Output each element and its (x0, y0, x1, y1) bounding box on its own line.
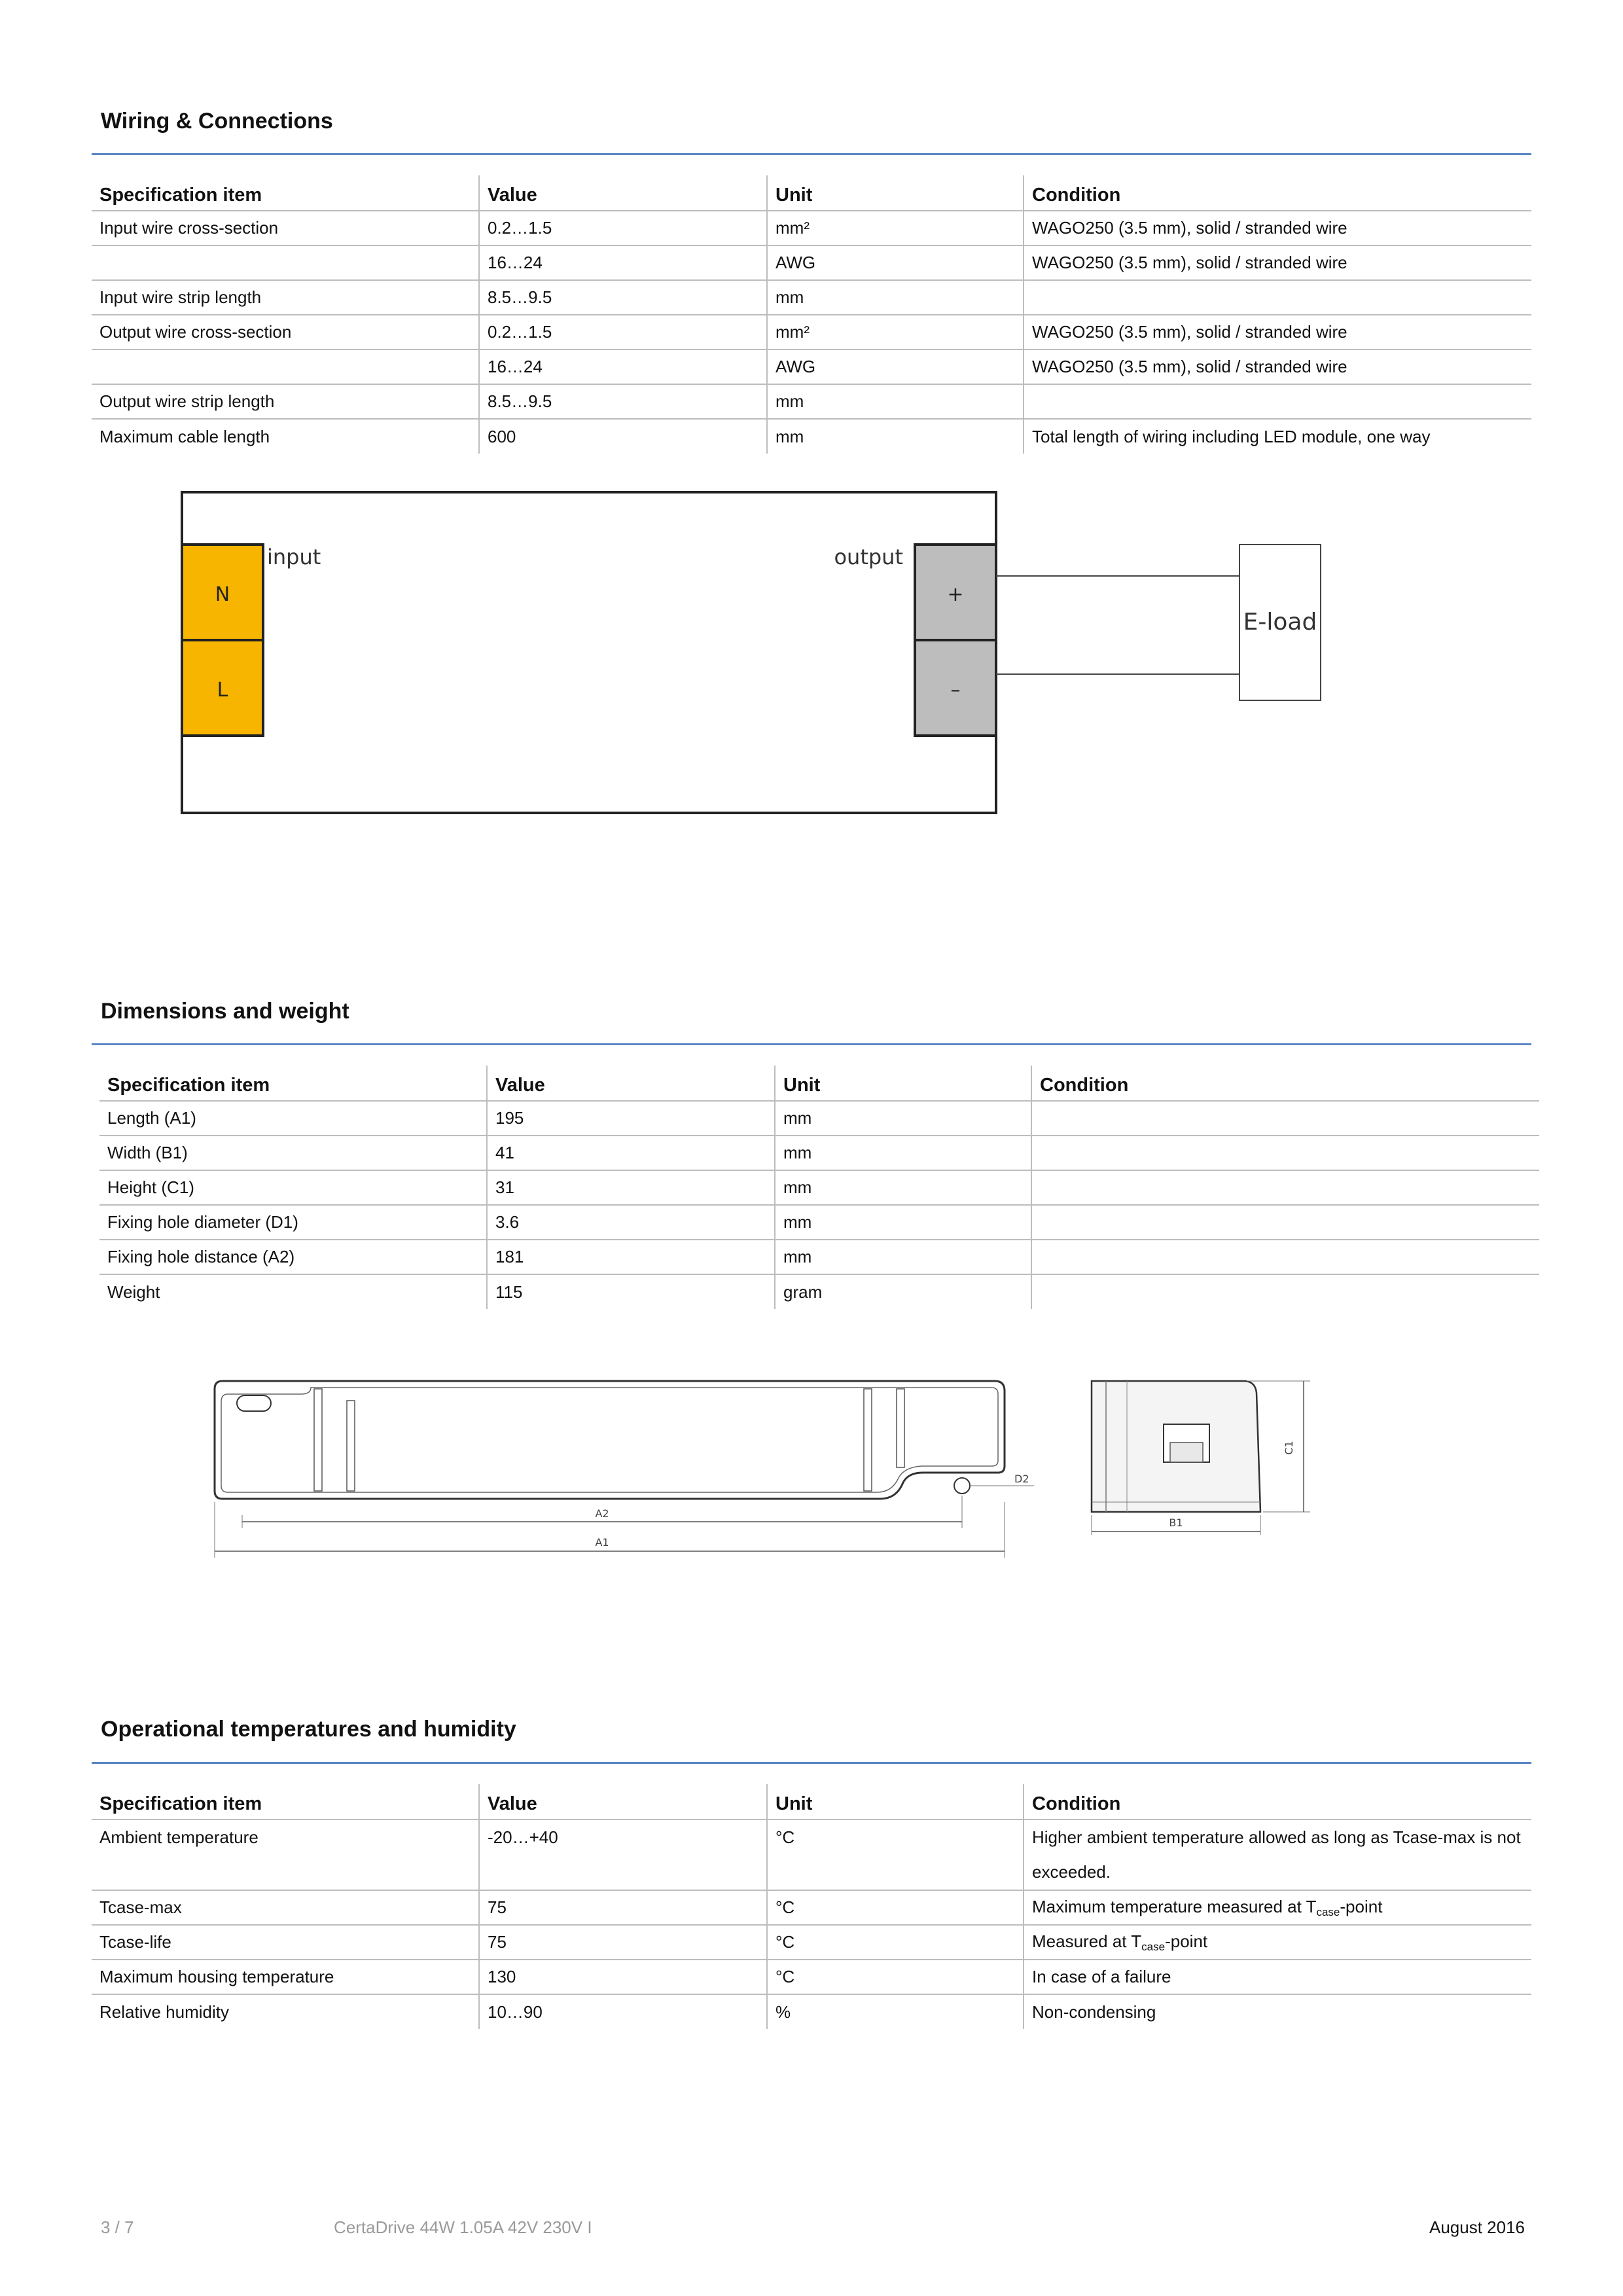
table-row (92, 315, 1531, 350)
c1-label: C1 (1283, 1441, 1295, 1455)
table-header-row (92, 1784, 1531, 1820)
cell-condition: Non-condensing (1024, 1994, 1531, 2029)
output-label: output (834, 545, 903, 569)
section-divider (92, 1043, 1531, 1045)
table-row (99, 1170, 1539, 1205)
cell-unit: % (767, 1994, 1024, 2029)
table-row (92, 350, 1531, 384)
table-row (92, 419, 1531, 454)
table-row (99, 1101, 1539, 1136)
clamp-left-inner (347, 1401, 355, 1491)
cell-item: Weight (107, 1282, 160, 1302)
clamp-left (314, 1389, 322, 1491)
condition-text: Measured at T (1032, 1931, 1142, 1951)
cell-condition: In case of a failure (1024, 1960, 1531, 1994)
cell-item (92, 245, 479, 280)
cell-value: 130 (479, 1960, 767, 1994)
cell-condition: Total length of wiring including LED module, one way (1024, 419, 1531, 454)
cell-condition: WAGO250 (3.5 mm), solid / stranded wire (1024, 350, 1531, 384)
cell-unit: mm (775, 1136, 1031, 1170)
cell-value: -20…+40 (479, 1820, 767, 1890)
cell-unit: AWG (767, 350, 1024, 384)
cell-value: 0.2…1.5 (479, 315, 767, 350)
cell-condition (1031, 1136, 1539, 1170)
footer-product-name: CertaDrive 44W 1.05A 42V 230V I (334, 2217, 592, 2237)
condition-subscript: case (1141, 1940, 1166, 1953)
footer-date: August 2016 (1429, 2217, 1525, 2237)
cell-item: Tcase-life (92, 1925, 479, 1960)
cell-unit: mm (775, 1205, 1031, 1240)
input-label: input (267, 545, 321, 569)
cell-item: Length (A1) (99, 1101, 487, 1136)
cell-unit: °C (767, 1890, 1024, 1925)
header-unit: Unit (775, 1066, 1031, 1101)
table-row (92, 1960, 1531, 1994)
cell-condition (1024, 1925, 1531, 1960)
cell-item: Fixing hole distance (A2) (99, 1240, 487, 1274)
cell-unit: mm (775, 1101, 1031, 1136)
cell-unit: °C (767, 1925, 1024, 1960)
cell-item: Tcase-max (92, 1890, 479, 1925)
dimension-drawing-top-view (203, 1374, 1054, 1623)
header-value: Value (479, 1784, 767, 1820)
b1-label: B1 (1169, 1516, 1183, 1529)
cell-unit: mm (767, 280, 1024, 315)
driver-housing (182, 492, 996, 813)
cell-value: 600 (479, 419, 767, 454)
table-row (99, 1136, 1539, 1170)
cell-item: Width (B1) (99, 1136, 487, 1170)
cell-value: 0.2…1.5 (479, 211, 767, 245)
cell-item: Relative humidity (99, 2001, 229, 2022)
cell-condition: WAGO250 (3.5 mm), solid / stranded wire (1024, 245, 1531, 280)
section-title-wiring: Wiring & Connections (101, 109, 333, 134)
cell-item: Output wire cross-section (92, 315, 479, 350)
cell-condition: WAGO250 (3.5 mm), solid / stranded wire (1024, 315, 1531, 350)
cell-item: Height (C1) (99, 1170, 487, 1205)
housing-outline (215, 1381, 1005, 1499)
header-unit: Unit (767, 175, 1024, 211)
section-title-dimensions: Dimensions and weight (101, 999, 349, 1024)
condition-text: Maximum temperature measured at T (1032, 1896, 1317, 1916)
header-specification-item: Specification item (92, 175, 479, 211)
dimension-drawing-end-view (1080, 1368, 1315, 1545)
cell-value: 16…24 (479, 350, 767, 384)
cell-condition: WAGO250 (3.5 mm), solid / stranded wire (1024, 211, 1531, 245)
cell-unit: mm (767, 419, 1024, 454)
cell-value: 115 (487, 1274, 775, 1309)
fixing-hole-right (954, 1478, 970, 1494)
cell-condition (1024, 384, 1531, 419)
wiring-diagram (170, 484, 1335, 825)
section-divider (92, 1762, 1531, 1764)
cell-unit: mm (775, 1240, 1031, 1274)
header-condition: Condition (1024, 175, 1531, 211)
table-row (92, 1994, 1531, 2029)
cell-value: 16…24 (479, 245, 767, 280)
cell-condition (1031, 1240, 1539, 1274)
table-row (99, 1274, 1539, 1309)
cell-condition (1024, 1890, 1531, 1925)
cell-unit: mm (767, 384, 1024, 419)
condition-line-1: Higher ambient temperature allowed as long as Tcase-max is not (1032, 1827, 1521, 1847)
cell-item: Input wire cross-section (92, 211, 479, 245)
header-value: Value (479, 175, 767, 211)
cell-unit: °C (767, 1960, 1024, 1994)
section-title-temperatures: Operational temperatures and humidity (101, 1717, 516, 1742)
table-row (92, 384, 1531, 419)
a1-label: A1 (595, 1536, 609, 1549)
condition-subscript: case (1316, 1905, 1340, 1918)
cell-condition (1024, 1820, 1531, 1890)
cell-value: 31 (487, 1170, 775, 1205)
cell-unit: mm² (767, 211, 1024, 245)
temperatures-table (92, 1784, 1531, 2029)
cell-condition (1024, 280, 1531, 315)
terminal-minus-label: – (950, 679, 961, 702)
cell-unit: gram (775, 1274, 1031, 1309)
cell-item: Maximum cable length (99, 426, 270, 446)
cell-unit: AWG (767, 245, 1024, 280)
cell-item: Input wire strip length (92, 280, 479, 315)
dimensions-table (99, 1066, 1539, 1309)
table-header-row (92, 175, 1531, 211)
cell-unit: °C (767, 1820, 1024, 1890)
cell-value: 75 (479, 1925, 767, 1960)
section-divider (92, 153, 1531, 155)
cell-value: 41 (487, 1136, 775, 1170)
cell-value: 8.5…9.5 (479, 384, 767, 419)
terminal-l-label: L (217, 679, 228, 702)
clamp-right-inner (864, 1389, 872, 1491)
table-row (99, 1205, 1539, 1240)
wiring-table (92, 175, 1531, 454)
d2-label: D2 (1014, 1473, 1029, 1485)
clamp-right (897, 1389, 904, 1467)
table-row (92, 211, 1531, 245)
housing-inner-outline (221, 1388, 998, 1492)
table-row (92, 245, 1531, 280)
terminal-plus-label: + (947, 583, 964, 606)
cell-condition (1031, 1170, 1539, 1205)
header-unit: Unit (767, 1784, 1024, 1820)
cell-item: Ambient temperature (92, 1820, 479, 1890)
cell-condition (1031, 1274, 1539, 1309)
cell-value: 8.5…9.5 (479, 280, 767, 315)
table-header-row (99, 1066, 1539, 1101)
header-value: Value (487, 1066, 775, 1101)
cell-value: 3.6 (487, 1205, 775, 1240)
cell-item: Fixing hole diameter (D1) (99, 1205, 487, 1240)
cell-condition (1031, 1101, 1539, 1136)
condition-line-2: exceeded. (1032, 1862, 1111, 1882)
fixing-slot-left (237, 1395, 271, 1411)
table-row (92, 280, 1531, 315)
condition-text-suffix: -point (1165, 1931, 1208, 1951)
table-row (99, 1240, 1539, 1274)
table-row (92, 1890, 1531, 1925)
footer-page-number: 3 / 7 (101, 2217, 134, 2237)
cell-item: Maximum housing temperature (92, 1960, 479, 1994)
cell-item (92, 350, 479, 384)
cell-value: 181 (487, 1240, 775, 1274)
table-row (92, 1820, 1531, 1890)
cell-value: 195 (487, 1101, 775, 1136)
table-row (92, 1925, 1531, 1960)
cell-condition (1031, 1205, 1539, 1240)
header-condition: Condition (1031, 1066, 1539, 1101)
header-specification-item: Specification item (99, 1066, 487, 1101)
cell-unit: mm² (767, 315, 1024, 350)
cell-unit: mm (775, 1170, 1031, 1205)
header-specification-item: Specification item (92, 1784, 479, 1820)
cell-value: 10…90 (479, 1994, 767, 2029)
e-load-label: E-load (1243, 609, 1317, 636)
cell-value: 75 (479, 1890, 767, 1925)
terminal-n-label: N (215, 583, 230, 606)
a2-label: A2 (595, 1507, 609, 1520)
header-condition: Condition (1024, 1784, 1531, 1820)
cell-item: Output wire strip length (92, 384, 479, 419)
condition-text-suffix: -point (1340, 1896, 1383, 1916)
